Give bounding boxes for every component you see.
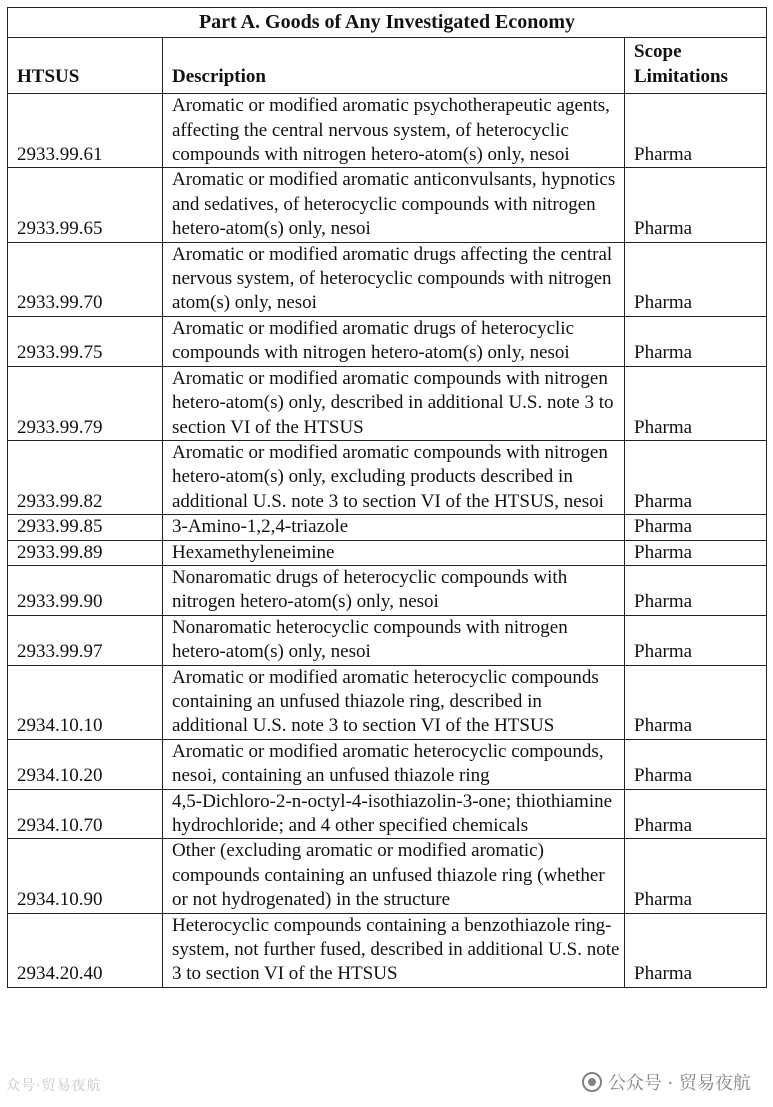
htsus-code-cell: 2933.99.79 (8, 366, 163, 440)
description-cell: Aromatic or modified aromatic drugs of heterocyclic compounds with nitrogen hetero-atom(s) only, nesoi (163, 316, 625, 366)
table-row (8, 540, 767, 565)
description-cell: 4,5-Dichloro-2-n-octyl-4-isothiazolin-3-one; thiothiamine hydrochloride; and 4 other specified chemicals (163, 789, 625, 839)
description-cell: Other (excluding aromatic or modified aromatic) compounds containing an unfused thiazole ring (whether or not hydrogenated) in the structure (163, 839, 625, 913)
table-row (8, 366, 767, 440)
scope-cell: Pharma (625, 242, 767, 316)
header-htsus: HTSUS (8, 38, 163, 94)
description-cell: Aromatic or modified aromatic anticonvulsants, hypnotics and sedatives, of heterocyclic compounds with nitrogen hetero-atom(s) only, nesoi (163, 168, 625, 242)
htsus-code-cell: 2934.10.90 (8, 839, 163, 913)
scope-cell: Pharma (625, 366, 767, 440)
htsus-code-cell: 2933.99.90 (8, 565, 163, 615)
description-cell: 3-Amino-1,2,4-triazole (163, 515, 625, 540)
description-cell: Aromatic or modified aromatic heterocyclic compounds, nesoi, containing an unfused thiazole ring (163, 739, 625, 789)
htsus-code-cell: 2934.10.70 (8, 789, 163, 839)
htsus-code-cell: 2933.99.97 (8, 615, 163, 665)
htsus-code-cell: 2933.99.85 (8, 515, 163, 540)
description-cell: Aromatic or modified aromatic compounds with nitrogen hetero-atom(s) only, excluding products described in additional U.S. note 3 to section VI of the HTSUS, nesoi (163, 440, 625, 514)
description-cell: Hexamethyleneimine (163, 540, 625, 565)
description-cell: Aromatic or modified aromatic heterocyclic compounds containing an unfused thiazole ring, described in additional U.S. note 3 to section VI of the HTSUS (163, 665, 625, 739)
table-row (8, 789, 767, 839)
scope-cell: Pharma (625, 565, 767, 615)
htsus-code-cell: 2934.10.20 (8, 739, 163, 789)
htsus-table (7, 7, 767, 988)
scope-cell: Pharma (625, 440, 767, 514)
htsus-code-cell: 2933.99.89 (8, 540, 163, 565)
scope-cell: Pharma (625, 615, 767, 665)
table-body (8, 94, 767, 988)
description-cell: Aromatic or modified aromatic compounds with nitrogen hetero-atom(s) only, described in additional U.S. note 3 to section VI of the HTSUS (163, 366, 625, 440)
table-row (8, 839, 767, 913)
table-row (8, 94, 767, 168)
table-row (8, 440, 767, 514)
watermark-left: 众号·贸易夜航 (6, 1078, 102, 1094)
htsus-code-cell: 2933.99.82 (8, 440, 163, 514)
htsus-code-cell: 2934.20.40 (8, 913, 163, 987)
table-row (8, 665, 767, 739)
description-cell: Aromatic or modified aromatic psychotherapeutic agents, affecting the central nervous system, of heterocyclic compounds with nitrogen hetero-atom(s) only, nesoi (163, 94, 625, 168)
htsus-code-cell: 2933.99.65 (8, 168, 163, 242)
table-row (8, 242, 767, 316)
htsus-code-cell: 2933.99.61 (8, 94, 163, 168)
scope-cell: Pharma (625, 168, 767, 242)
table-row (8, 168, 767, 242)
table-title: Part A. Goods of Any Investigated Economy (8, 8, 767, 38)
wechat-icon (582, 1072, 602, 1092)
document-page (7, 7, 766, 988)
description-cell: Nonaromatic drugs of heterocyclic compounds with nitrogen hetero-atom(s) only, nesoi (163, 565, 625, 615)
scope-cell: Pharma (625, 789, 767, 839)
description-cell: Nonaromatic heterocyclic compounds with nitrogen hetero-atom(s) only, nesoi (163, 615, 625, 665)
table-row (8, 515, 767, 540)
table-row (8, 316, 767, 366)
watermark (582, 1069, 751, 1095)
scope-cell: Pharma (625, 839, 767, 913)
scope-cell: Pharma (625, 94, 767, 168)
header-scope-limitations: Scope Limitations (625, 38, 767, 94)
htsus-code-cell: 2933.99.70 (8, 242, 163, 316)
description-cell: Aromatic or modified aromatic drugs affecting the central nervous system, of heterocyclic compounds with nitrogen atom(s) only, nesoi (163, 242, 625, 316)
scope-cell: Pharma (625, 913, 767, 987)
header-description: Description (163, 38, 625, 94)
table-row (8, 739, 767, 789)
scope-cell: Pharma (625, 665, 767, 739)
htsus-code-cell: 2933.99.75 (8, 316, 163, 366)
scope-cell: Pharma (625, 739, 767, 789)
watermark-text: 公众号 · 贸易夜航 (607, 1073, 751, 1094)
table-row (8, 565, 767, 615)
table-row (8, 615, 767, 665)
scope-cell: Pharma (625, 540, 767, 565)
htsus-code-cell: 2934.10.10 (8, 665, 163, 739)
scope-cell: Pharma (625, 316, 767, 366)
description-cell: Heterocyclic compounds containing a benzothiazole ring-system, not further fused, described in additional U.S. note 3 to section VI of the HTSUS (163, 913, 625, 987)
scope-cell: Pharma (625, 515, 767, 540)
table-row (8, 913, 767, 987)
